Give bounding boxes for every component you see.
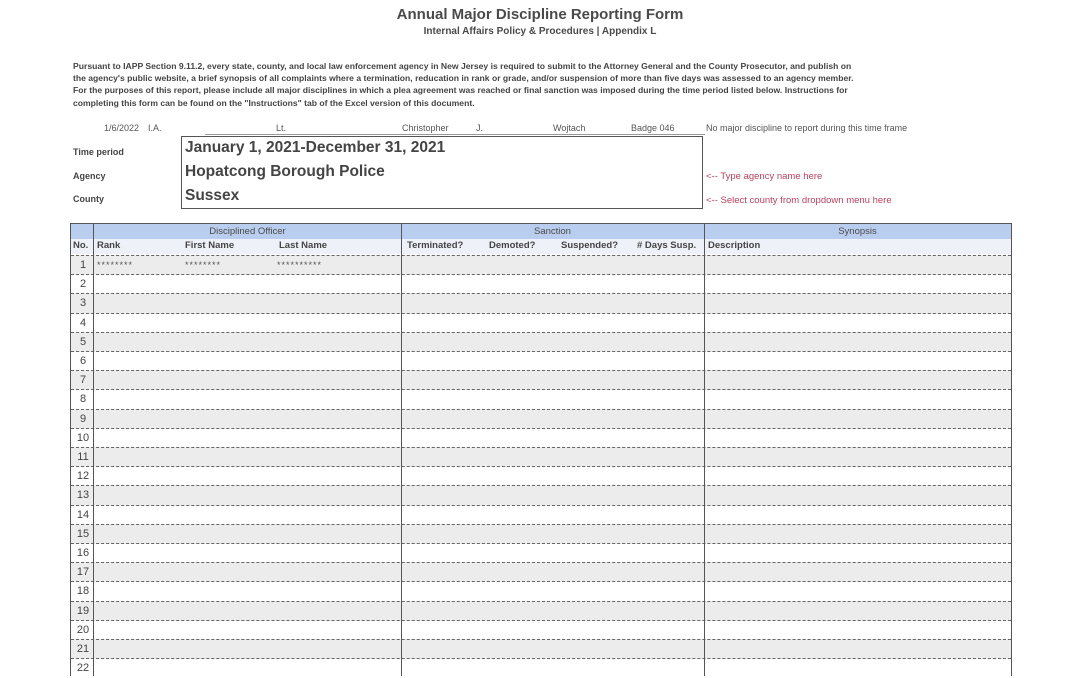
certification-badge: Badge 046 — [631, 123, 675, 133]
intro-line: completing this form can be found on the "Instructions" tab of the Excel version of this document. — [73, 97, 475, 108]
table-row — [71, 562, 1011, 582]
report-info-box — [181, 136, 703, 209]
row-number: 6 — [79, 355, 87, 367]
intro-line: the agency's public website, a brief synopsis of all complaints where a termination, reducation in rank or grade, and/or suspension of more than five days was assessed to an agency member. — [73, 73, 854, 84]
col-divider — [704, 224, 705, 676]
table-row — [71, 313, 1011, 333]
table-row — [71, 428, 1011, 448]
certification-unit: I.A. — [148, 123, 162, 133]
col-no: No. — [73, 240, 89, 251]
certification-middle-initial: J. — [476, 123, 484, 133]
row-number: 21 — [76, 643, 90, 655]
agency-label: Agency — [73, 171, 106, 181]
table-row — [71, 466, 1011, 486]
table-row — [71, 505, 1011, 525]
intro-line: For the purposes of this report, please include all major disciplines in which a plea agreement was reached or final sanction was imposed during the time period listed below. Instructions for — [73, 85, 848, 96]
table-row — [71, 447, 1011, 467]
col-last-name: Last Name — [279, 240, 328, 251]
row-number: 19 — [76, 604, 90, 617]
group-header-synopsis-label: Synopsis — [838, 226, 877, 237]
row-number: 17 — [76, 566, 90, 579]
intro-paragraph — [73, 60, 1013, 109]
cell-first-name[interactable]: ******** — [185, 260, 222, 270]
table-row — [71, 255, 1011, 275]
group-header-synopsis — [704, 224, 1011, 240]
table-row — [71, 293, 1011, 313]
table-row — [71, 409, 1011, 429]
table-row — [71, 639, 1011, 659]
row-number: 3 — [79, 297, 87, 310]
group-header-sanction — [401, 224, 704, 240]
table-row — [71, 658, 1011, 678]
row-number: 20 — [76, 623, 90, 636]
col-divider — [401, 224, 402, 676]
table-row — [71, 389, 1011, 409]
row-number: 15 — [76, 527, 90, 540]
row-number: 10 — [76, 431, 90, 444]
group-header-officer — [94, 224, 401, 240]
row-number: 18 — [76, 585, 90, 598]
certification-underline — [205, 134, 705, 135]
agency-hint: <-- Type agency name here — [706, 171, 823, 182]
certification-note: No major discipline to report during this time frame — [706, 123, 908, 133]
table-row — [71, 524, 1011, 544]
table-row — [71, 581, 1011, 601]
row-number: 12 — [76, 470, 90, 483]
certification-first-name: Christopher — [402, 123, 449, 133]
intro-line: Pursuant to IAPP Section 9.11.2, every state, county, and local law enforcement agency in New Jersey is required to submit to the Attorney General and the County Prosecutor, and publish on — [73, 61, 852, 71]
county-hint: <-- Select county from dropdown menu here — [706, 195, 892, 206]
col-days-susp: # Days Susp. — [637, 240, 697, 251]
col-first-name: First Name — [185, 240, 235, 251]
table-row — [71, 620, 1011, 640]
form-subtitle: Internal Affairs Policy & Procedures | Appendix L — [423, 26, 657, 37]
row-number: 8 — [79, 393, 87, 406]
table-row — [71, 370, 1011, 390]
table-row — [71, 601, 1011, 621]
row-number: 5 — [79, 335, 87, 348]
col-terminated: Terminated? — [407, 240, 464, 251]
table-row — [71, 543, 1011, 563]
table-row — [71, 332, 1011, 352]
col-suspended: Suspended? — [561, 240, 619, 251]
discipline-table — [70, 223, 1012, 676]
cell-rank[interactable]: ******** — [97, 260, 134, 270]
certification-rank: Lt. — [276, 123, 287, 133]
form-title: Annual Major Discipline Reporting Form — [396, 6, 684, 23]
group-header-blank — [71, 224, 94, 240]
row-number: 4 — [79, 316, 87, 329]
row-number: 7 — [79, 374, 87, 387]
col-demoted: Demoted? — [489, 240, 536, 251]
table-row — [71, 351, 1011, 371]
certification-last-name: Wojtach — [553, 123, 586, 133]
table-row — [71, 274, 1011, 294]
table-row — [71, 485, 1011, 505]
county-select[interactable]: Sussex — [185, 187, 240, 204]
col-rank: Rank — [97, 240, 121, 251]
col-divider — [93, 224, 94, 676]
cell-last-name[interactable]: ********** — [277, 260, 323, 270]
agency-field[interactable]: Hopatcong Borough Police — [185, 163, 385, 180]
time-period-field[interactable]: January 1, 2021-December 31, 2021 — [185, 139, 446, 156]
row-number: 2 — [79, 278, 87, 291]
row-number: 9 — [79, 412, 87, 425]
certification-date: 1/6/2022 — [104, 123, 140, 133]
row-number: 1 — [79, 259, 87, 271]
group-header-sanction-label: Sanction — [534, 226, 571, 237]
row-number: 16 — [76, 547, 90, 559]
group-header-officer-label: Disciplined Officer — [209, 226, 286, 237]
time-period-label: Time period — [73, 147, 124, 157]
row-number: 22 — [76, 662, 90, 675]
row-number: 13 — [76, 489, 90, 502]
row-number: 14 — [76, 508, 90, 521]
col-description: Description — [708, 240, 761, 251]
row-number: 11 — [77, 451, 89, 463]
county-label: County — [73, 194, 104, 204]
